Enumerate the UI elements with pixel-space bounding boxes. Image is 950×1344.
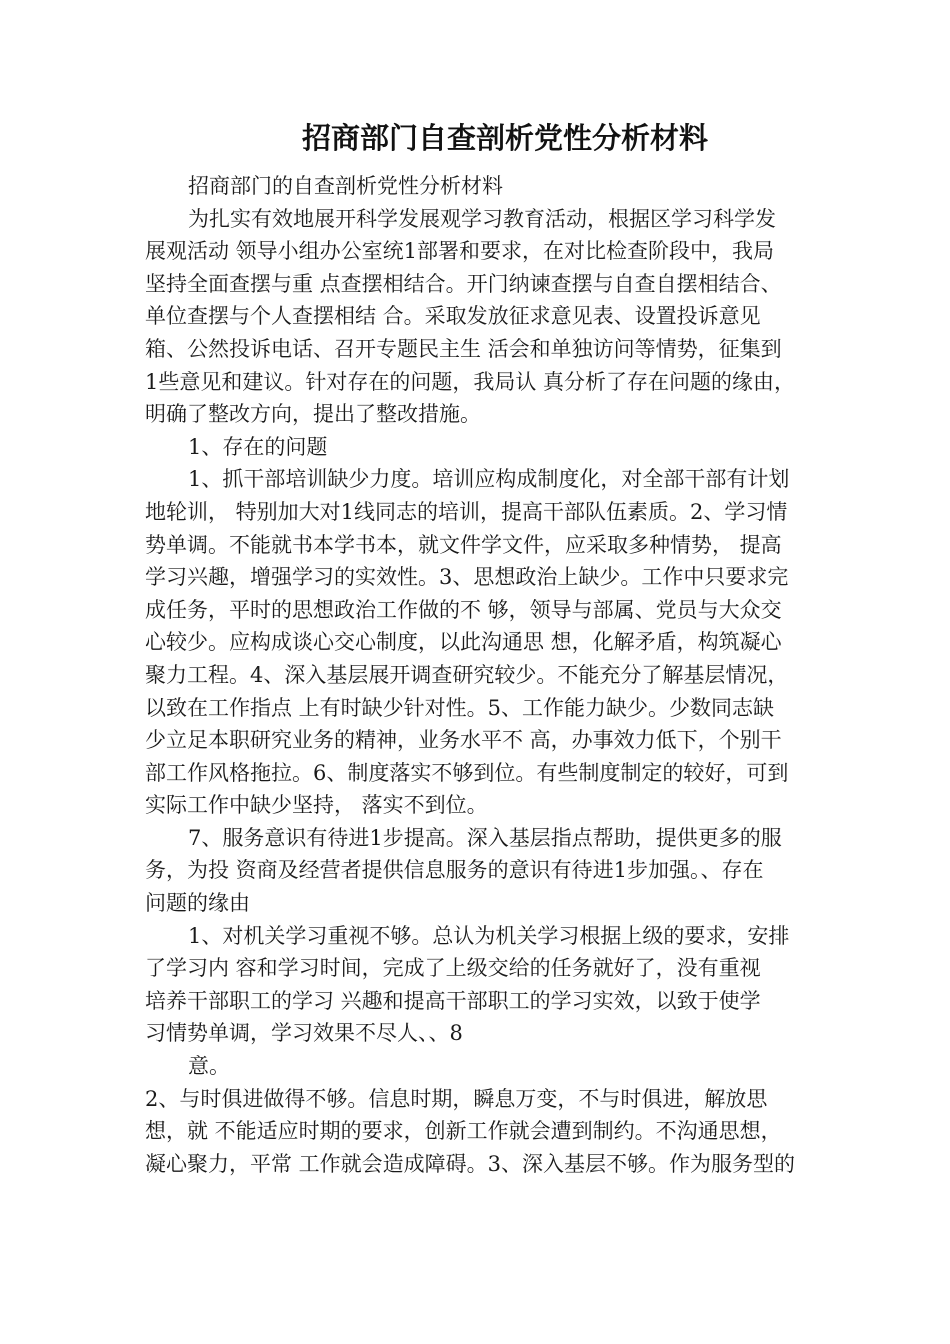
text-line: 坚持全面查摆与重 点查摆相结合。开门纳谏查摆与自查自摆相结合、 <box>145 271 782 296</box>
text-line: 实际工作中缺少坚持， 落实不到位。 <box>145 793 488 818</box>
text-line: 2、与时俱进做得不够。信息时期，瞬息万变，不与时俱进，解放思 <box>145 1086 768 1111</box>
text-line: 1、对机关学习重视不够。总认为机关学习根据上级的要求，安排 <box>188 923 790 948</box>
text-line: 聚力工程。4、深入基层展开调查研究较少。不能充分了解基层情况， <box>145 662 789 687</box>
document-title: 招商部门自查剖析党性分析材料 <box>301 121 708 155</box>
text-line: 1、抓干部培训缺少力度。培训应构成制度化，对全部干部有计划 <box>188 467 790 492</box>
text-line: 意。 <box>188 1054 230 1079</box>
text-line: 学习兴趣，增强学习的实效性。3、思想政治上缺少。工作中只要求完 <box>145 565 789 590</box>
text-line: 以致在工作指点 上有时缺少针对性。5、工作能力缺少。少数同志缺 <box>145 695 775 720</box>
text-line: 成任务，平时的思想政治工作做的不 够，领导与部属、党员与大众交 <box>145 597 782 622</box>
text-line: 凝心聚力，平常 工作就会造成障碍。3、深入基层不够。作为服务型的 <box>145 1151 796 1176</box>
text-line: 问题的缘由 <box>145 891 250 916</box>
text-line: 明确了整改方向，提出了整改措施。 <box>145 402 481 427</box>
document-body <box>145 170 813 1180</box>
text-line: 少立足本职研究业务的精神，业务水平不 高，办事效力低下，个别干 <box>145 728 782 753</box>
text-line: 单位查摆与个人查摆相结 合。采取发放征求意见表、设置投诉意见 <box>145 304 761 329</box>
text-line: 箱、公然投诉电话、召开专题民主生 活会和单独访问等情势，征集到 <box>145 336 782 361</box>
text-line: 1些意见和建议。针对存在的问题，我局认 真分析了存在问题的缘由， <box>145 369 796 394</box>
text-line: 7、服务意识有待进1步提高。深入基层指点帮助，提供更多的服 <box>188 825 782 850</box>
text-line: 1、存在的问题 <box>188 434 328 459</box>
text-line: 想，就 不能适应时期的要求，创新工作就会遭到制约。不沟通思想， <box>145 1119 782 1144</box>
text-line: 部工作风格拖拉。6、制度落实不够到位。有些制度制定的较好，可到 <box>145 760 789 785</box>
text-line: 为扎实有效地展开科学发展观学习教育活动，根据区学习科学发 <box>188 206 776 231</box>
text-line: 了学习内 容和学习时间，完成了上级交给的任务就好了，没有重视 <box>145 956 761 981</box>
text-line: 心较少。应构成谈心交心制度，以此沟通思 想，化解矛盾，构筑凝心 <box>145 630 782 655</box>
text-line: 地轮训， 特别加大对1线同志的培训，提高干部队伍素质。2、学习情 <box>145 499 788 524</box>
text-line: 培养干部职工的学习 兴趣和提高干部职工的学习实效，以致于使学 <box>145 988 761 1013</box>
text-line: 务，为投 资商及经营者提供信息服务的意识有待进1步加强。、存在 <box>145 858 764 883</box>
text-line: 招商部门的自查剖析党性分析材料 <box>188 174 503 198</box>
text-line: 习情势单调，学习效果不尽人、、8 <box>145 1021 463 1046</box>
text-line: 展观活动 领导小组办公室统1部署和要求，在对比检查阶段中，我局 <box>145 239 775 264</box>
text-line: 势单调。不能就书本学书本，就文件学文件，应采取多种情势， 提高 <box>145 532 782 557</box>
